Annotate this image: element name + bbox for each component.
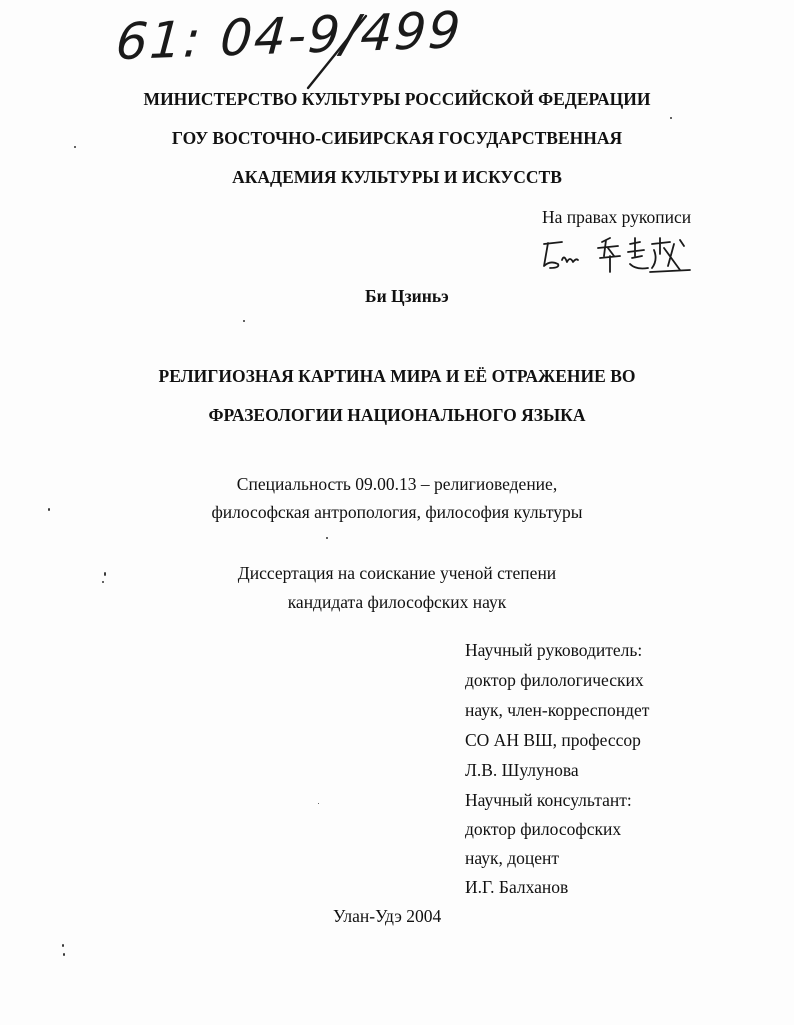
- archive-code-part1: 61:: [114, 9, 205, 72]
- scan-speck: [318, 803, 319, 804]
- scan-speck: [326, 537, 328, 539]
- advisor-line: Л.В. Шулунова: [465, 760, 579, 780]
- institution-line-1: ГОУ ВОСТОЧНО-СИБИРСКАЯ ГОСУДАРСТВЕННАЯ: [171, 128, 623, 148]
- author-signature: [540, 234, 700, 278]
- scan-speck: [48, 508, 50, 511]
- archive-code-handwritten: [114, 2, 464, 70]
- advisor-line: СО АН ВШ, профессор: [465, 730, 641, 750]
- scan-speck: [104, 572, 106, 576]
- institution-line-2: АКАДЕМИЯ КУЛЬТУРЫ И ИСКУССТВ: [232, 167, 562, 187]
- title-line-2: ФРАЗЕОЛОГИИ НАЦИОНАЛЬНОГО ЯЗЫКА: [208, 405, 586, 425]
- scan-speck: [62, 944, 64, 947]
- advisor-line: доктор философских: [465, 819, 622, 839]
- dissertation-line-1: Диссертация на соискание ученой степени: [237, 563, 557, 583]
- title-line-1: РЕЛИГИОЗНАЯ КАРТИНА МИРА И ЕЁ ОТРАЖЕНИЕ ВО: [158, 366, 636, 386]
- advisor-line: наук, доцент: [465, 848, 560, 868]
- advisor-line: доктор филологических: [465, 670, 644, 690]
- city-year: Улан-Удэ 2004: [333, 906, 442, 926]
- scan-speck: [670, 117, 672, 119]
- ministry-line: МИНИСТЕРСТВО КУЛЬТУРЫ РОССИЙСКОЙ ФЕДЕРАЦИИ: [143, 89, 651, 109]
- scan-speck: [243, 320, 245, 322]
- advisor-line: Научный руководитель:: [465, 640, 643, 660]
- manuscript-rights: На правах рукописи: [542, 207, 692, 227]
- pen-stroke: [300, 14, 378, 92]
- advisor-line: И.Г. Балханов: [465, 877, 569, 897]
- specialty-line-1: Специальность 09.00.13 – религиоведение,: [236, 474, 558, 494]
- archive-code-part2: 04-9/499: [218, 0, 465, 68]
- scan-speck: [102, 581, 104, 583]
- scan-speck: [74, 146, 76, 148]
- author-name: Би Цзиньэ: [365, 286, 449, 306]
- advisor-line: Научный консультант:: [465, 790, 632, 810]
- specialty-line-2: философская антропология, философия культуры: [211, 502, 583, 522]
- scan-speck: [63, 953, 65, 956]
- advisor-line: наук, член-корреспондет: [465, 700, 650, 720]
- dissertation-line-2: кандидата философских наук: [287, 592, 507, 612]
